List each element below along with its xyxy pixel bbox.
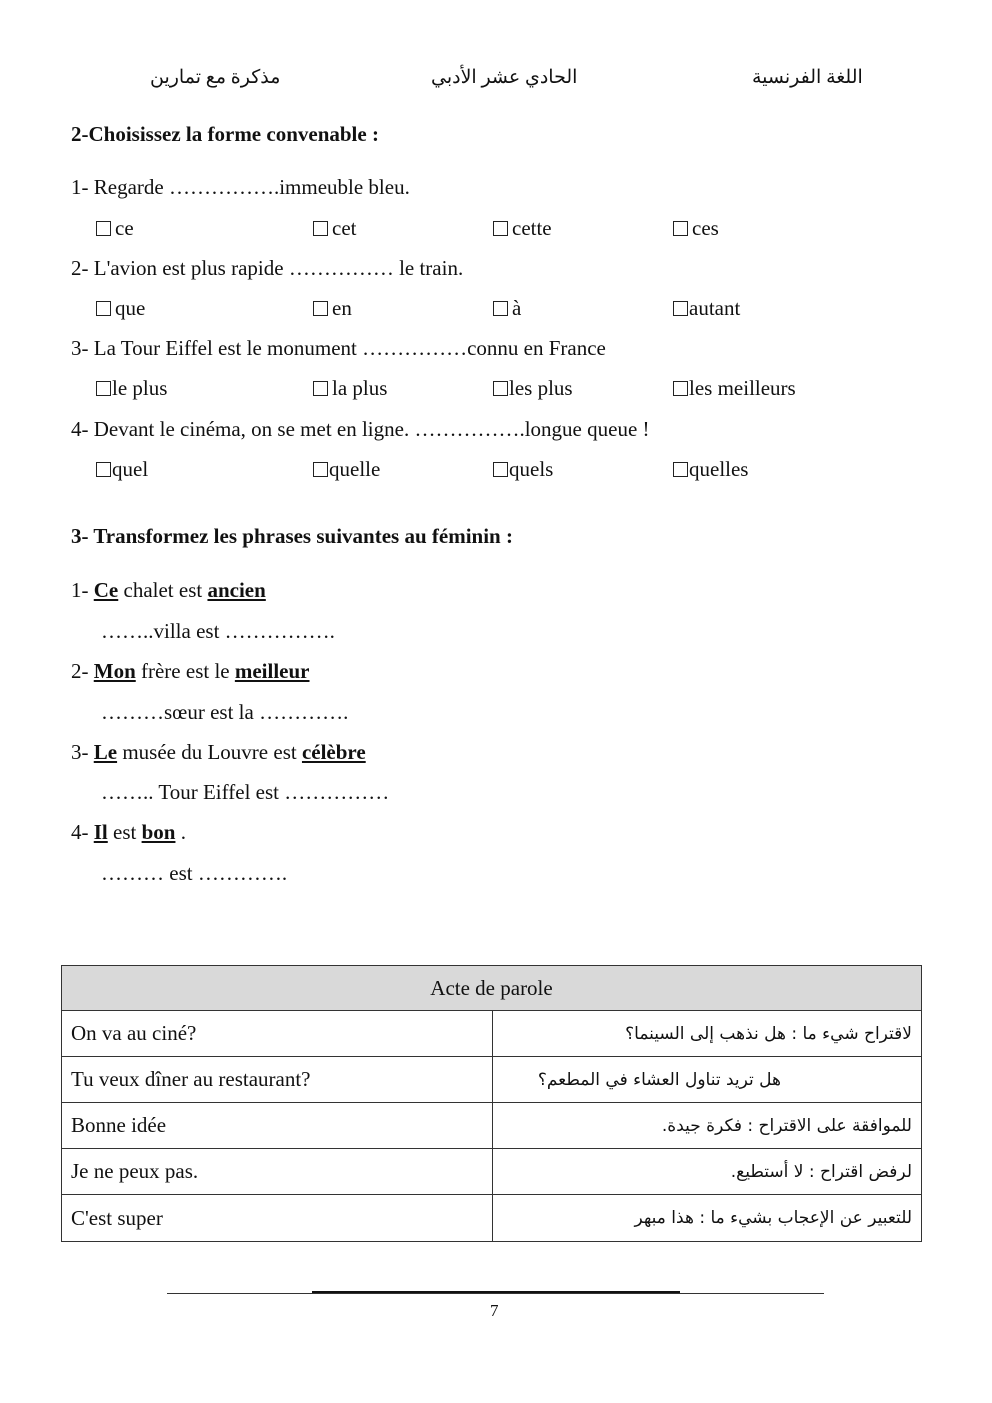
- option-q1-a[interactable]: ce: [96, 216, 134, 241]
- table-row: [62, 1195, 922, 1242]
- option-q3-b[interactable]: la plus: [313, 376, 387, 401]
- table-row: [62, 1057, 922, 1103]
- header-subject: اللغة الفرنسية: [752, 67, 863, 88]
- checkbox-icon[interactable]: [673, 221, 688, 236]
- checkbox-icon[interactable]: [313, 301, 328, 316]
- checkbox-icon[interactable]: [96, 381, 111, 396]
- option-q2-c[interactable]: à: [493, 296, 521, 321]
- french-expression: On va au ciné?: [62, 1011, 493, 1057]
- table-row: [62, 1149, 922, 1195]
- checkbox-icon[interactable]: [96, 462, 111, 477]
- checkbox-icon[interactable]: [493, 381, 508, 396]
- french-expression: Bonne idée: [62, 1103, 493, 1149]
- table-row: [62, 1103, 922, 1149]
- header-type: مذكرة مع تمارين: [150, 67, 281, 88]
- target-word: Ce: [93, 578, 119, 602]
- question-1: 1- Regarde …………….immeuble bleu.: [71, 175, 410, 199]
- checkbox-icon[interactable]: [96, 301, 111, 316]
- checkbox-icon[interactable]: [673, 301, 688, 316]
- footer-rule-thick: [312, 1291, 680, 1293]
- target-word: célèbre: [301, 740, 366, 764]
- option-q2-b[interactable]: en: [313, 296, 352, 321]
- option-q3-a[interactable]: le plus: [96, 376, 167, 401]
- table-header: Acte de parole: [62, 966, 922, 1011]
- footer-rule-thin: [167, 1293, 824, 1294]
- option-q3-c[interactable]: les plus: [493, 376, 573, 401]
- page-number: 7: [490, 1301, 499, 1320]
- header-grade: الحادي عشر الأدبي: [431, 67, 578, 88]
- target-word: Le: [93, 740, 118, 764]
- option-q4-d[interactable]: quelles: [673, 457, 748, 482]
- option-q4-a[interactable]: quel: [96, 457, 148, 482]
- option-q4-c[interactable]: quels: [493, 457, 553, 482]
- checkbox-icon[interactable]: [313, 221, 328, 236]
- arabic-explanation: لاقتراح شيء ما : هل نذهب إلى السينما؟: [493, 1011, 922, 1057]
- checkbox-icon[interactable]: [673, 381, 688, 396]
- option-q1-c[interactable]: cette: [493, 216, 552, 241]
- option-q2-d[interactable]: autant: [673, 296, 740, 321]
- table-header-row: [62, 966, 922, 1011]
- target-word: meilleur: [234, 659, 310, 683]
- checkbox-icon[interactable]: [673, 462, 688, 477]
- sentence-2: 2- Mon frère est le meilleur: [71, 659, 310, 683]
- sentence-3: 3- Le musée du Louvre est célèbre: [71, 740, 366, 764]
- option-q3-d[interactable]: les meilleurs: [673, 376, 796, 401]
- checkbox-icon[interactable]: [313, 462, 328, 477]
- target-word: Mon: [93, 659, 136, 683]
- arabic-explanation: للموافقة على الاقتراح : فكرة جيدة.: [493, 1103, 922, 1149]
- sentence-1: 1- Ce chalet est ancien: [71, 578, 266, 602]
- arabic-explanation: للتعبير عن الإعجاب بشيء ما : هذا مبهر: [493, 1195, 922, 1242]
- target-word: Il: [93, 820, 108, 844]
- arabic-explanation: لرفض اقتراح : لا أستطيع.: [493, 1149, 922, 1195]
- target-word: ancien: [207, 578, 266, 602]
- answer-1[interactable]: ……..villa est …………….: [101, 619, 335, 643]
- checkbox-icon[interactable]: [493, 462, 508, 477]
- option-q2-a[interactable]: que: [96, 296, 145, 321]
- checkbox-icon[interactable]: [96, 221, 111, 236]
- target-word: bon: [141, 820, 176, 844]
- question-4: 4- Devant le cinéma, on se met en ligne. …………….longue queue !: [71, 417, 650, 441]
- answer-4[interactable]: ……… est ………….: [101, 861, 288, 885]
- section2-title: 2-Choisissez la forme convenable :: [71, 122, 379, 146]
- french-expression: C'est super: [62, 1195, 493, 1242]
- french-expression: Je ne peux pas.: [62, 1149, 493, 1195]
- checkbox-icon[interactable]: [493, 221, 508, 236]
- french-expression: Tu veux dîner au restaurant?: [62, 1057, 493, 1103]
- answer-2[interactable]: ………sœur est la ………….: [101, 700, 349, 724]
- question-2: 2- L'avion est plus rapide …………… le train.: [71, 256, 464, 280]
- acte-de-parole-table: [61, 965, 922, 1242]
- checkbox-icon[interactable]: [493, 301, 508, 316]
- option-q4-b[interactable]: quelle: [313, 457, 380, 482]
- answer-3[interactable]: …….. Tour Eiffel est ……………: [101, 780, 390, 804]
- checkbox-icon[interactable]: [313, 381, 328, 396]
- table-row: [62, 1011, 922, 1057]
- option-q1-d[interactable]: ces: [673, 216, 719, 241]
- arabic-explanation: هل تريد تناول العشاء في المطعم؟: [493, 1057, 922, 1103]
- question-3: 3- La Tour Eiffel est le monument ……………connu en France: [71, 336, 606, 360]
- option-q1-b[interactable]: cet: [313, 216, 356, 241]
- section3-title: 3- Transformez les phrases suivantes au féminin :: [71, 524, 513, 548]
- sentence-4: 4- Il est bon .: [71, 820, 186, 844]
